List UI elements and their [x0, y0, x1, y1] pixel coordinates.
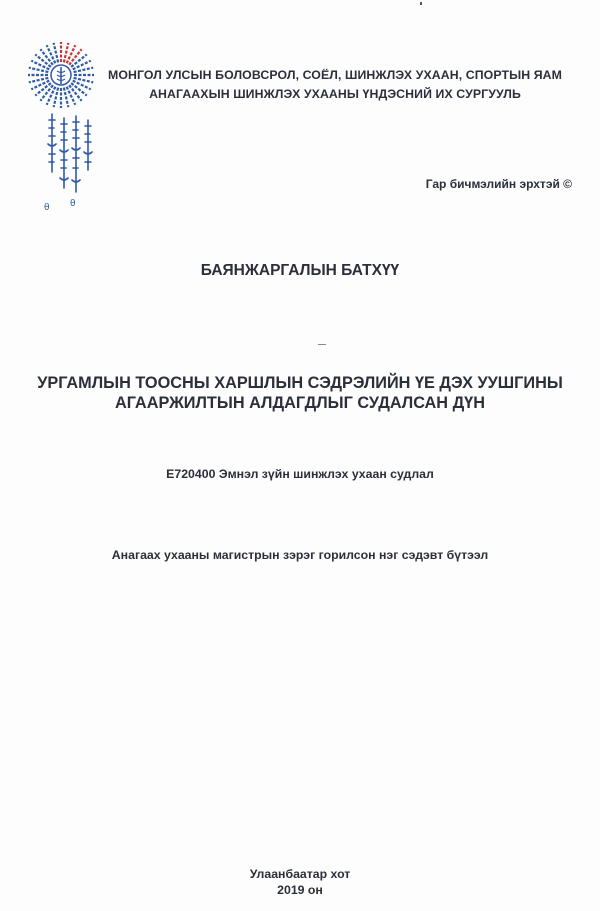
emblem-ray [54, 88, 58, 107]
thesis-title-line-1: УРГАМЛЫН ТООСНЫ ХАРШЛЫН СЭДРЭЛИЙН ҮЕ ДЭХ УУШГИНЫ [37, 374, 563, 392]
emblem-ray [54, 43, 58, 62]
emblem-ray [29, 78, 48, 82]
mongolian-script-text [40, 110, 102, 215]
city: Улаанбаатар хот [249, 867, 351, 881]
emblem-ray [29, 68, 48, 72]
thesis-title-line-2: АГААРЖИЛТЫН АЛДАГДЛЫГ СУДАЛСАН ДҮН [114, 394, 486, 412]
year: 2019 он [277, 883, 323, 897]
ministry-header [100, 66, 570, 104]
author-name: БАЯНЖАРГАЛЫН БАТХҮҮ [200, 262, 400, 279]
scan-speck [420, 2, 422, 5]
divider-mark [318, 344, 326, 345]
emblem-ray [64, 43, 68, 62]
emblem-ray [64, 88, 68, 107]
svg-text:θ: θ [70, 199, 76, 209]
thesis-title [0, 373, 600, 413]
place-and-year [0, 866, 600, 898]
ministry-name: МОНГОЛ УЛСЫН БОЛОВСРОЛ, СОЁЛ, ШИНЖЛЭХ УХААН, СПОРТЫН ЯАМ [108, 68, 562, 82]
emblem-ray [74, 68, 93, 72]
emblem-ray [74, 78, 93, 82]
specialty-code: Е720400 Эмнэл зүйн шинжлэх ухаан судлал [166, 467, 434, 481]
svg-text:θ: θ [44, 203, 50, 213]
university-name: АНАГААХЫН ШИНЖЛЭХ УХААНЫ ҮНДЭСНИЙ ИХ СУРГУУЛЬ [149, 87, 521, 101]
copyright-notice: Гар бичмэлийн эрхтэй © [425, 177, 572, 191]
degree-statement: Анагаах ухааны магистрын зэрэг горилсон нэг сэдэвт бүтээл [111, 548, 489, 562]
university-emblem-icon [26, 40, 96, 110]
